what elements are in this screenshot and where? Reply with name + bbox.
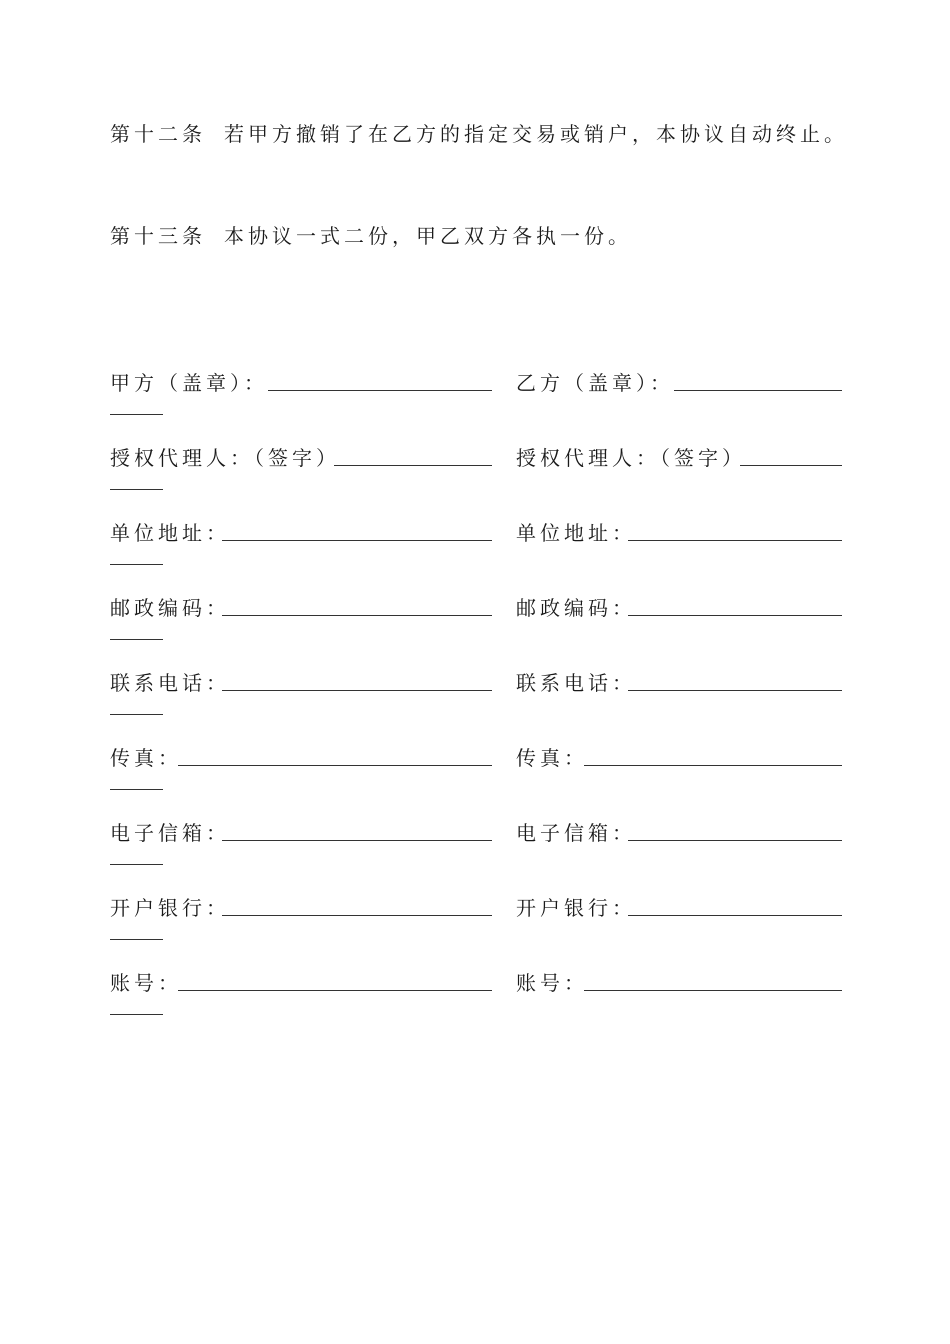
- party-b-seal-line[interactable]: [674, 390, 842, 391]
- party-b-email-line[interactable]: [628, 840, 842, 841]
- party-a-phone-line[interactable]: [222, 690, 492, 691]
- party-b-email-label: 电子信箱：: [516, 821, 636, 845]
- party-a-phone-label: 联系电话：: [110, 671, 230, 695]
- party-b-account-line[interactable]: [584, 990, 842, 991]
- party-a-agent-field[interactable]: [110, 442, 492, 472]
- party-b-phone-field[interactable]: [516, 667, 842, 697]
- party-a-seal-label: 甲方（盖章）：: [110, 371, 268, 395]
- party-a-account-label: 账号：: [110, 971, 182, 995]
- clause-number: 第十二条: [110, 122, 206, 146]
- seal-line-continuation: [110, 414, 163, 415]
- email-line-continuation: [110, 864, 163, 865]
- party-a-email-label: 电子信箱：: [110, 821, 230, 845]
- party-a-agent-line[interactable]: [334, 465, 492, 466]
- party-b-fax-field[interactable]: [516, 742, 842, 772]
- party-b-postcode-line[interactable]: [628, 615, 842, 616]
- party-a-seal-line[interactable]: [268, 390, 492, 391]
- agent-line-continuation: [110, 489, 163, 490]
- party-a-address-field[interactable]: [110, 517, 492, 547]
- party-b-agent-label: 授权代理人：（签字）: [516, 446, 746, 470]
- party-a-bank-line[interactable]: [222, 915, 492, 916]
- party-b-fax-line[interactable]: [584, 765, 842, 766]
- party-b-phone-label: 联系电话：: [516, 671, 636, 695]
- party-b-phone-line[interactable]: [628, 690, 842, 691]
- party-a-account-line[interactable]: [178, 990, 492, 991]
- party-b-address-label: 单位地址：: [516, 521, 636, 545]
- party-b-bank-line[interactable]: [628, 915, 842, 916]
- clause-12: [110, 118, 848, 147]
- party-a-address-line[interactable]: [222, 540, 492, 541]
- party-a-phone-field[interactable]: [110, 667, 492, 697]
- party-a-seal-field[interactable]: [110, 367, 492, 397]
- party-a-agent-label: 授权代理人：（签字）: [110, 446, 340, 470]
- party-a-bank-label: 开户银行：: [110, 896, 230, 920]
- party-b-agent-field[interactable]: [516, 442, 842, 472]
- party-a-postcode-line[interactable]: [222, 615, 492, 616]
- party-b-fax-label: 传真：: [516, 746, 588, 770]
- party-b-seal-label: 乙方（盖章）：: [516, 371, 674, 395]
- phone-line-continuation: [110, 714, 163, 715]
- party-a-fax-field[interactable]: [110, 742, 492, 772]
- postcode-line-continuation: [110, 639, 163, 640]
- address-line-continuation: [110, 564, 163, 565]
- party-b-bank-field[interactable]: [516, 892, 842, 922]
- party-b-seal-field[interactable]: [516, 367, 842, 397]
- party-b-postcode-field[interactable]: [516, 592, 842, 622]
- clause-number: 第十三条: [110, 224, 206, 248]
- party-b-account-label: 账号：: [516, 971, 588, 995]
- party-b-postcode-label: 邮政编码：: [516, 596, 636, 620]
- account-line-continuation: [110, 1014, 163, 1015]
- party-b-account-field[interactable]: [516, 967, 842, 997]
- bank-line-continuation: [110, 939, 163, 940]
- clause-13: [110, 220, 632, 249]
- clause-text: 本协议一式二份，甲乙双方各执一份。: [224, 224, 632, 248]
- party-a-postcode-field[interactable]: [110, 592, 492, 622]
- party-a-email-field[interactable]: [110, 817, 492, 847]
- party-b-address-field[interactable]: [516, 517, 842, 547]
- party-a-address-label: 单位地址：: [110, 521, 230, 545]
- party-b-agent-line[interactable]: [740, 465, 842, 466]
- party-a-fax-label: 传真：: [110, 746, 182, 770]
- clause-text: 若甲方撤销了在乙方的指定交易或销户，本协议自动终止。: [224, 122, 848, 146]
- fax-line-continuation: [110, 789, 163, 790]
- party-b-bank-label: 开户银行：: [516, 896, 636, 920]
- party-a-postcode-label: 邮政编码：: [110, 596, 230, 620]
- party-a-bank-field[interactable]: [110, 892, 492, 922]
- party-a-email-line[interactable]: [222, 840, 492, 841]
- party-a-fax-line[interactable]: [178, 765, 492, 766]
- party-b-address-line[interactable]: [628, 540, 842, 541]
- party-b-email-field[interactable]: [516, 817, 842, 847]
- party-a-account-field[interactable]: [110, 967, 492, 997]
